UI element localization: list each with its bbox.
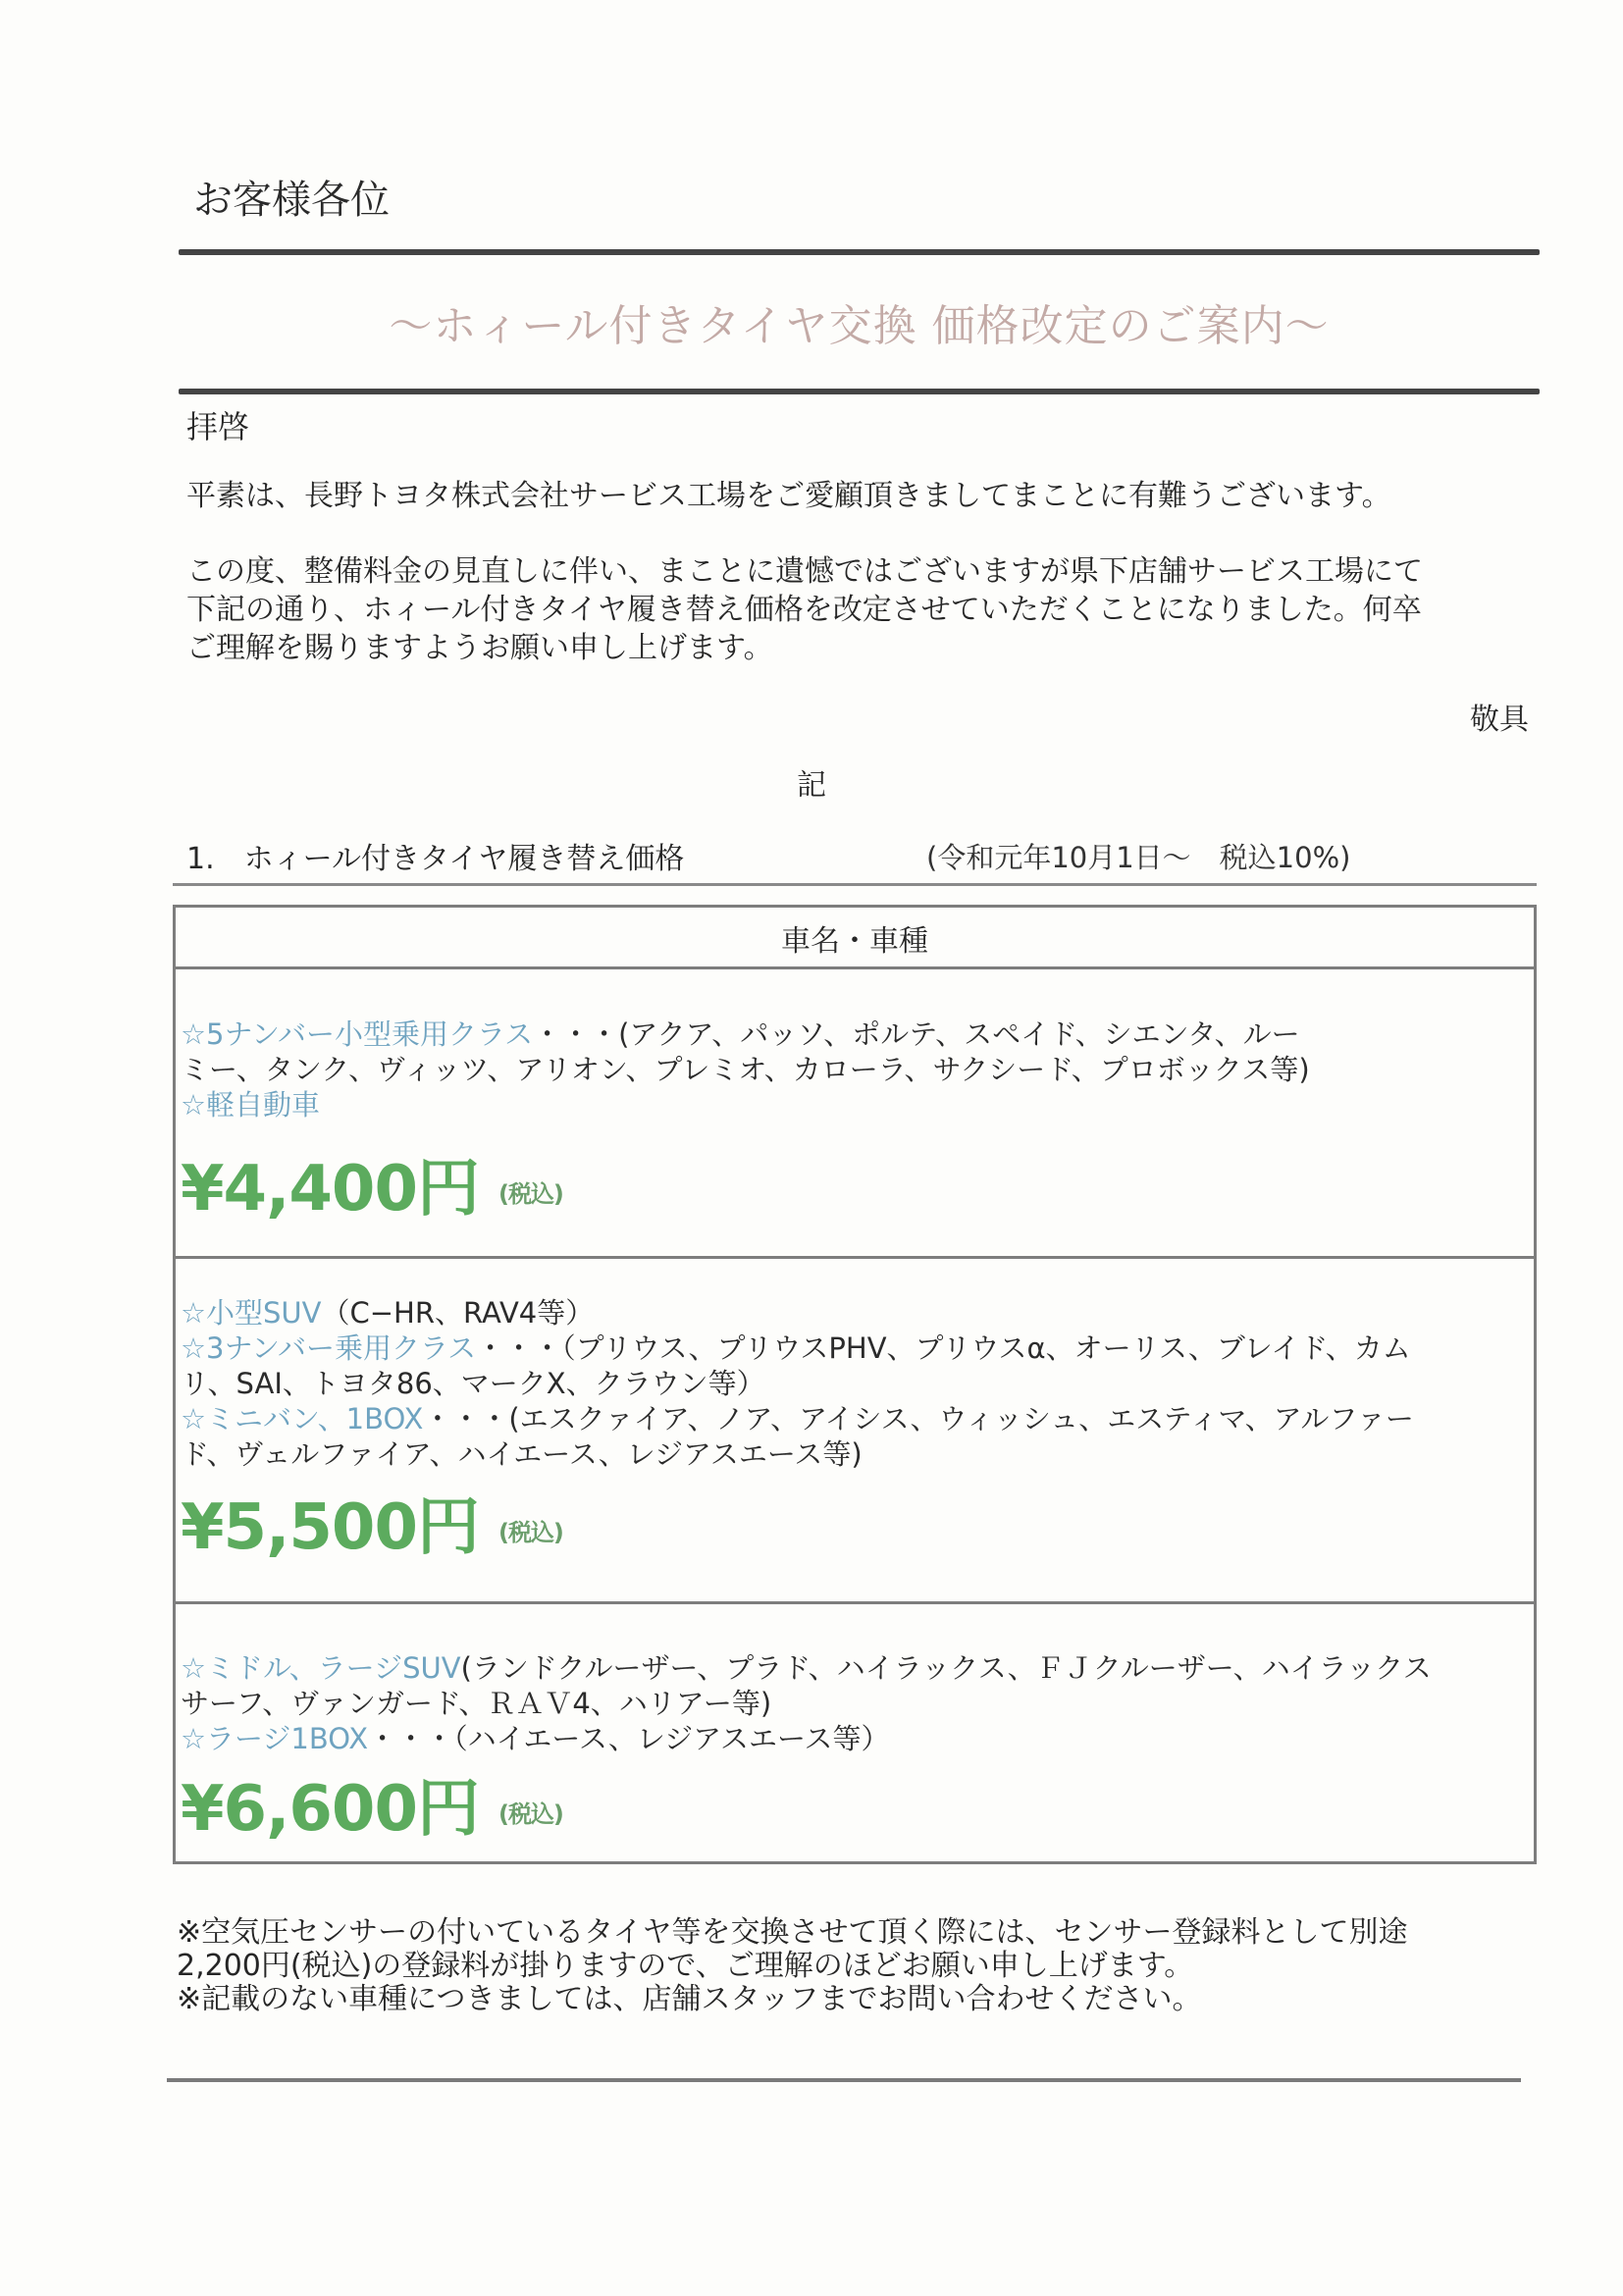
vehicle-models: リ、SAI、トヨタ86、マークX、クラウン等） bbox=[181, 1367, 765, 1400]
price-amount: ¥4,400円 bbox=[181, 1153, 479, 1226]
greeting-paragraph: 平素は、長野トヨタ株式会社サービス工場をご愛顧頂きましてまことに有難うございます。 bbox=[186, 479, 1391, 513]
table-divider bbox=[173, 1601, 1537, 1604]
notes-block bbox=[177, 1916, 1541, 2016]
price-row bbox=[181, 1477, 563, 1567]
vehicle-category: ☆3ナンバー乗用クラス bbox=[181, 1331, 477, 1365]
vehicle-models: ド、ヴェルファイア、ハイエース、レジアスエース等) bbox=[181, 1437, 863, 1471]
salutation: お客様各位 bbox=[193, 178, 390, 223]
vehicle-line bbox=[181, 1087, 1525, 1122]
section-heading: 1. ホィール付きタイヤ履き替え価格 bbox=[186, 842, 685, 876]
vehicle-category: ☆軽自動車 bbox=[181, 1088, 320, 1122]
vehicle-models: ミー、タンク、ヴィッツ、アリオン、プレミオ、カローラ、サクシード、プロボックス等) bbox=[181, 1053, 1310, 1086]
price-row bbox=[181, 1138, 563, 1228]
section-underline bbox=[173, 883, 1537, 886]
vehicle-line bbox=[181, 1436, 1525, 1472]
note-line: 2,200円(税込)の登録料が掛りますので、ご理解のほどお願い申し上げます。 bbox=[177, 1949, 1194, 1983]
document-title: ～ホィール付きタイヤ交換 価格改定のご案内～ bbox=[389, 301, 1330, 351]
body-line: この度、整備料金の見直しに伴い、まことに遺憾ではございますが県下店舗サービス工場にて bbox=[186, 554, 1423, 589]
price-amount: ¥6,600円 bbox=[181, 1773, 479, 1846]
footer-rule bbox=[167, 2078, 1521, 2082]
closing-word: 敬具 bbox=[1470, 703, 1529, 737]
vehicle-models: ・・・(アクア、パッソ、ポルテ、スペイド、シエンタ、ルー bbox=[533, 1018, 1300, 1051]
tax-label: (税込) bbox=[497, 1519, 563, 1546]
vehicle-models: （C−HR、RAV4等） bbox=[321, 1296, 595, 1330]
body-line: 下記の通り、ホィール付きタイヤ履き替え価格を改定させていただくことになりました。何卒 bbox=[186, 593, 1422, 627]
vehicle-line bbox=[181, 1650, 1525, 1686]
vehicle-models: ・・・（ハイエース、レジアスエース等） bbox=[368, 1722, 890, 1755]
vehicle-line bbox=[181, 1017, 1525, 1052]
vehicle-category: ☆ミドル、ラージSUV bbox=[181, 1651, 461, 1685]
vehicle-models: ・・・(エスクァイア、ノア、アイシス、ウィッシュ、エスティマ、アルファー bbox=[423, 1402, 1414, 1435]
body-paragraph bbox=[186, 552, 1541, 667]
vehicle-line bbox=[181, 1331, 1525, 1366]
vehicle-models: サーフ、ヴァンガード、ＲＡＶ4、ハリアー等) bbox=[181, 1687, 772, 1720]
price-amount: ¥5,500円 bbox=[181, 1491, 479, 1564]
vehicle-line bbox=[181, 1401, 1525, 1436]
body-line: ご理解を賜りますようお願い申し上げます。 bbox=[186, 631, 773, 665]
note-line: ※空気圧センサーの付いているタイヤ等を交換させて頂く際には、センサー登録料として別途 bbox=[177, 1915, 1408, 1950]
tax-label: (税込) bbox=[497, 1800, 563, 1828]
vehicle-line bbox=[181, 1052, 1525, 1087]
vehicle-line bbox=[181, 1686, 1525, 1721]
vehicle-line bbox=[181, 1721, 1525, 1756]
table-row bbox=[181, 1650, 1525, 1756]
ki-marker: 記 bbox=[797, 768, 826, 803]
header-rule-bottom bbox=[179, 389, 1540, 394]
vehicle-line bbox=[181, 1295, 1525, 1331]
table-row bbox=[181, 1295, 1525, 1472]
table-divider bbox=[173, 966, 1537, 969]
vehicle-line bbox=[181, 1366, 1525, 1401]
price-row bbox=[181, 1758, 563, 1849]
header-rule-top bbox=[179, 249, 1540, 255]
table-divider bbox=[173, 1256, 1537, 1259]
table-row bbox=[181, 1017, 1525, 1122]
note-line: ※記載のない車種につきましては、店舗スタッフまでお問い合わせください。 bbox=[177, 1982, 1202, 2016]
vehicle-models: (ランドクルーザー、プラド、ハイラックス、ＦＪクルーザー、ハイラックス bbox=[460, 1651, 1432, 1685]
table-header: 車名・車種 bbox=[781, 924, 928, 959]
vehicle-category: ☆ミニバン、1BOX bbox=[181, 1402, 424, 1435]
vehicle-category: ☆5ナンバー小型乗用クラス bbox=[181, 1018, 534, 1051]
vehicle-models: ・・・（プリウス、プリウスPHV、プリウスα、オーリス、ブレイド、カム bbox=[476, 1331, 1411, 1365]
effective-date-note: (令和元年10月1日～ 税込10%) bbox=[926, 841, 1351, 874]
opening-word: 拝啓 bbox=[186, 408, 250, 445]
tax-label: (税込) bbox=[497, 1180, 563, 1208]
vehicle-category: ☆小型SUV bbox=[181, 1296, 322, 1330]
vehicle-category: ☆ラージ1BOX bbox=[181, 1722, 369, 1755]
